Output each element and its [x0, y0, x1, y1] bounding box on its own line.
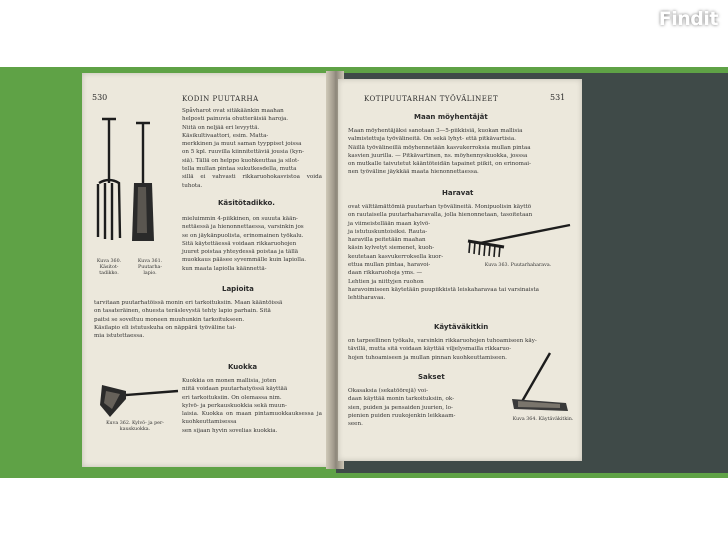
right-para-4: Okasaksia (sekatöörejä) voi- daan käyttää monin tarkoituksiin, ok- sien, puiden ja pensaiden juurien, lo- pienien puiden ruukojenkin leikkaam- seen.: [348, 388, 456, 428]
left-running-head: KODIN PUUTARHA: [182, 95, 259, 103]
right-running-head: KOTIPUUTARHAN TYÖVÄLINEET: [364, 95, 499, 103]
fig4-caption: Kuva 363. Puutarhaharava.: [484, 263, 552, 268]
rake-illustration: [466, 221, 572, 261]
findit-watermark: Findit: [658, 8, 718, 30]
fig3-caption: Kuva 362. Kylvö- ja per- kauskuokka.: [106, 421, 164, 432]
right-page: [338, 79, 582, 461]
right-para-3: on tarpeellinen työkalu, varsinkin rikkaruohojen tuhoamiseen käy- tävillä, mutta sitä voidaan käyttää viljelysmailla rikkaruo- hojen tuhoamiseen ja mullan pinnan kuohkeuttamiseen.: [348, 338, 537, 361]
left-para-1: Spåvharot ovat sitäkäänkin maahan helposti painuvia ohutteräisiä haroja. Niitä on neljää eri levyyttä. Käsikultivaattori, esim. Matta- merkkinen ja muut saman tyyppiset joissa on 5 kpl. ruuvilla kiinnitettäviä jousia (kyn- siä). Tällä on helppo kuohkeuttaa ja silot- tella mullan pintaa sukutkesdella, mutta sillä ei vahvasti rikkaruohokasvistoa voida tuhota.: [182, 108, 322, 189]
left-para-4: Kuokkia on monen mallisia, joten niitä voidaan puutarhatyössä käyttää eri tarkoituksiin. On olemassa nim. kylvö- ja perkauskuokkia sekä muun- laisia. Kuokka on maan pintamuokkauksessa ja kuohkeuttamisessa sen sijaan hyvin sovelias kuokkia.: [182, 378, 322, 434]
heading-sakset: Sakset: [418, 373, 445, 381]
left-page: [82, 73, 332, 467]
book-photo: [0, 67, 728, 478]
left-page-number: 530: [92, 93, 108, 102]
left-para-3: tarvitaan puutarhatöissä monin eri tarkoituksiin. Maan kääntöissä on tasateräinen, ohuesta teräslevystä tehty lapio parhain. Sitä paitsi se soveltuu moneen muuhunkin tarkoitukseen. Käsilapio eli istutuskuha on näppärä työväline tai- mia istutettaessa.: [94, 300, 283, 340]
heading-haravat: Haravat: [442, 189, 474, 197]
hoe-illustration: [96, 381, 180, 421]
heading-lapioita: Lapioita: [222, 285, 254, 293]
right-page-number: 531: [550, 93, 566, 102]
heading-kasitotadikko: Käsitötadikko.: [218, 199, 275, 207]
fig1-caption: Kuva 360. Käsitot- tadikko.: [96, 259, 122, 276]
fork-spade-illustration: [94, 113, 164, 263]
heading-maan-moyhentajat: Maan möyhentäjät: [414, 113, 488, 121]
fig5-caption: Kuva 364. Käytäväkitkin.: [512, 417, 574, 422]
right-para-2: ovat välttämättömiä puutarhan työvälineitä. Monipuolisin käyttö on rautaisella puutarhaharavalla, jolla hienonnetaan, tasoitetaan ja viimeistellään maan kylvö- ja istutuskuntoisiksi. Rauta- haravilla peitetään maahan käsin kylvetyt siemenet, kuoh- keutetaan kasvukerroksella kuor- ettua mullan pintaa, haravoi- daan rikkaruohoja yms. — Lehtien ja niittyjen ruohon haravoimiseen käytetään puupiikkistä leiskaharavaa tai varsinaista lehtiharavaa.: [348, 204, 539, 302]
heading-kuokka: Kuokka: [228, 363, 258, 371]
left-para-2: mieluimmin 4-piikkinen, on suuuta kään- nettäessä ja hienonnettaessa, varsinkin jos se on jäykänpuolista, erinomainen työkalu. Sitä käytettäessä voidaan rikkaruohojen juuret poistaa yhteydessä poistaa ja tällä muokkaus pääsee syvemmälle kuin lapiolla. kun maata lapiolla käännettä-: [182, 216, 306, 272]
fig2-caption: Kuva 361. Puutarha- lapio.: [137, 259, 163, 276]
right-para-1: Maan möyhentäjäksi sanotaan 3—5-piikkisiä, kuokan mallisia valmistettuja työvälineitä. On sekä lyhyt- että pitkävartisia. Näillä työvälineillä möyhennetään kasvukerroksia mullan pintaa kasvien juurilla. — Pitkävartinen, ns. möyhennyskuokka, josssa on mutkalle taivutetut kääntöteidän tapainet piikit, on erinomai- nen työväline jäykkää maata hienonnettaessa.: [348, 128, 531, 176]
heading-kaytavakitkin: Käytäväkitkin: [434, 323, 489, 331]
weeder-illustration: [510, 349, 576, 415]
